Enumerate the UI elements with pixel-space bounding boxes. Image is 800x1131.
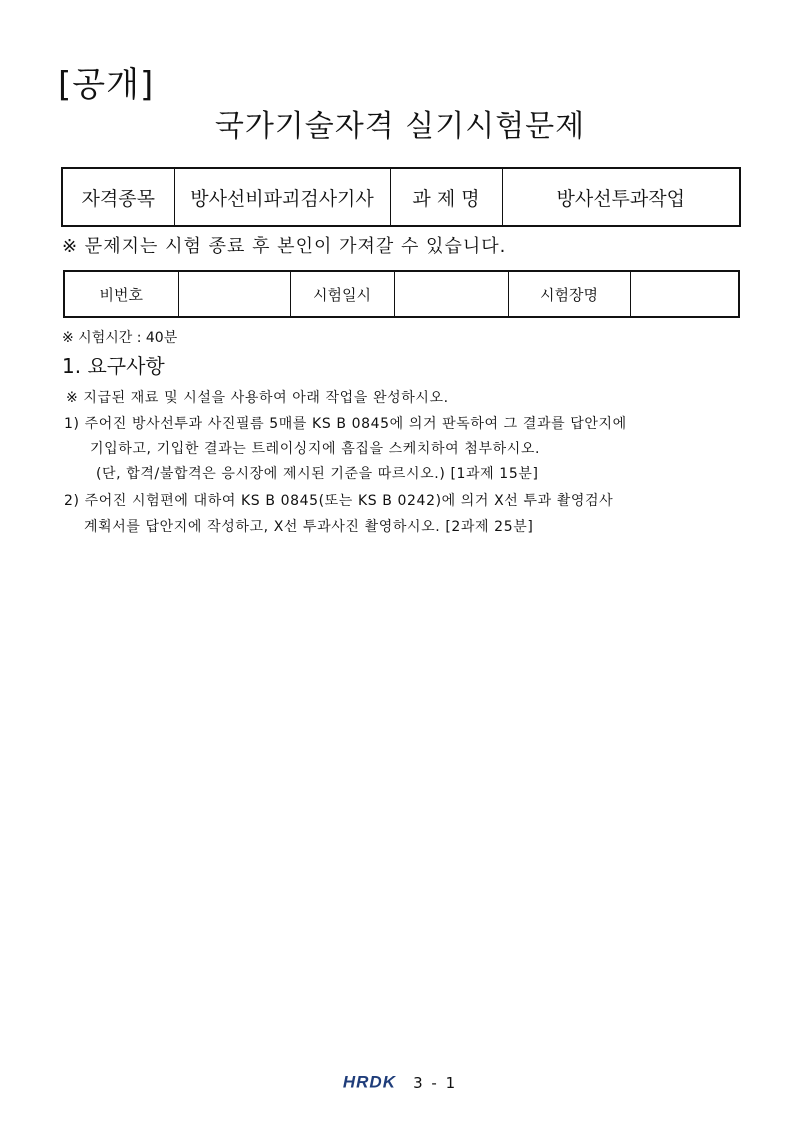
qualification-table [61,167,741,227]
take-home-notice: ※ 문제지는 시험 종료 후 본인이 가져갈 수 있습니다. [62,236,507,257]
disclosure-tag: [공개] [58,65,155,105]
qualification-value: 방사선비파괴검사기사 [174,168,390,226]
page-number: 3 - 1 [413,1073,458,1092]
task-name-value: 방사선투과작업 [502,168,740,226]
candidate-number-field[interactable] [178,271,290,317]
requirement-2-line-2: 계획서를 답안지에 작성하고, X선 투과사진 촬영하시오. [2과제 25분] [84,519,534,535]
exam-info-row [64,271,739,317]
qualification-row [62,168,740,226]
candidate-number-label: 비번호 [64,271,178,317]
exam-venue-label: 시험장명 [508,271,630,317]
hrdk-logo: HRDK [342,1072,396,1092]
exam-date-label: 시험일시 [290,271,394,317]
page-footer [0,1072,800,1093]
task-name-label: 과 제 명 [390,168,502,226]
requirement-2-line-1: 2) 주어진 시험편에 대하여 KS B 0845(또는 KS B 0242)에 의거 X선 투과 촬영검사 [64,493,614,509]
requirement-1-line-1: 1) 주어진 방사선투과 사진필름 5매를 KS B 0845에 의거 판독하여 그 결과를 답안지에 [64,416,627,432]
qualification-label: 자격종목 [62,168,174,226]
exam-date-field[interactable] [394,271,508,317]
page-title: 국가기술자격 실기시험문제 [214,109,586,144]
requirement-1-line-2: 기입하고, 기입한 결과는 트레이싱지에 흠집을 스케치하여 첨부하시오. [90,441,540,457]
requirements-heading: 1. 요구사항 [62,354,165,378]
requirement-1-line-3: (단, 합격/불합격은 응시장에 제시된 기준을 따르시오.) [1과제 15분] [96,466,539,482]
requirements-intro: ※ 지급된 재료 및 시설을 사용하여 아래 작업을 완성하시오. [66,390,449,406]
exam-venue-field[interactable] [630,271,739,317]
exam-time-note: ※ 시험시간 : 40분 [62,330,178,346]
exam-info-table [63,270,740,318]
